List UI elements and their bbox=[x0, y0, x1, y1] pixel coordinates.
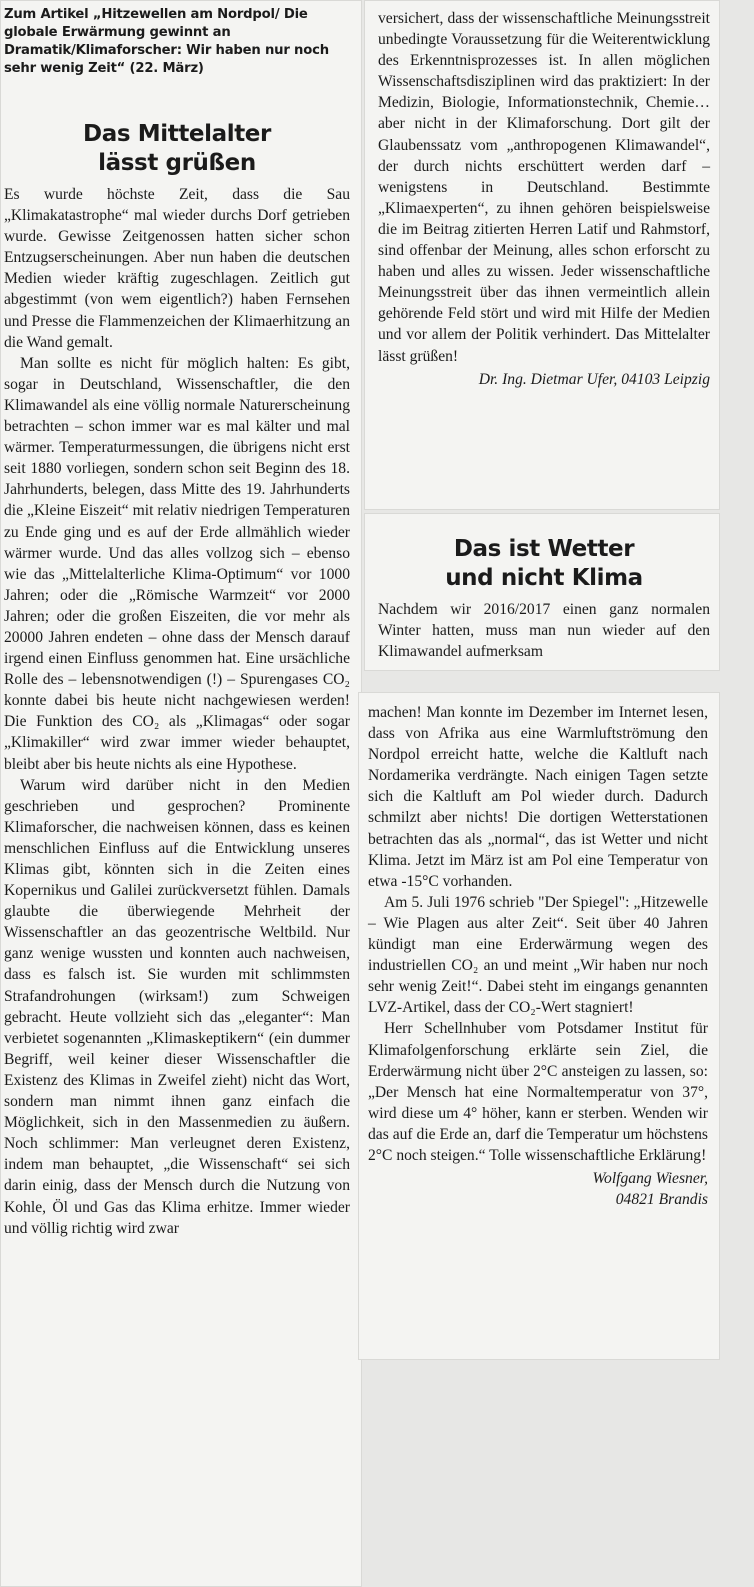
letter-headline-2 bbox=[378, 535, 710, 593]
paragraph: Am 5. Juli 1976 schrieb "Der Spiegel": „Hitzewelle – Wie Plagen aus alter Zeit“. Seit über 40 Jahren kündigt man eine Erderwärmung wegen des industriellen CO₂ an und meint „Wir haben nur noch sehr wenig Zeit!“. Dabei steht im eingangs genannten LVZ-Artikel, dass der CO₂-Wert stagniert! bbox=[368, 893, 708, 1017]
letter-clipping-left bbox=[0, 0, 362, 1587]
letter-clipping-right-middle bbox=[364, 513, 720, 671]
author-signature bbox=[368, 1168, 708, 1210]
headline-line: Das Mittelalter bbox=[83, 121, 271, 147]
paragraph: versichert, dass der wissenschaftliche Meinungsstreit unbedingte Voraussetzung für die Weiterentwicklung des Erkenntnisprozesses ist. In allen möglichen Wissenschaftsdisziplinen wird das praktiziert: In der Medizin, Biologie, Informationstechnik, Chemie… aber nicht in der Klimaforschung. Dort gilt der Glaubenssatz vom „anthropogenen Klimawandel“, der durch nichts erschüttert werden darf – wenigstens in Deutschland. Bestimmte „Klimaexperten“, zu ihnen gehören beispielsweise die im Beitrag zitierten Herren Latif und Rahmstorf, sind offenbar der Meinung, alles schon erforscht zu haben und alles zu wissen. Jeder wissenschaftliche Meinungsstreit über das ihnen vermeintlich allein gehörende Feld stört und wird mit Hilfe der Medien und vor allem der Politik verhindert. Das Mittelalter lässt grüßen! bbox=[378, 10, 710, 365]
author-signature: Dr. Ing. Dietmar Ufer, 04103 Leipzig bbox=[478, 370, 710, 388]
paragraph: Warum wird darüber nicht in den Medien geschrieben und gesprochen? Prominente Klimaforscher, die nachweisen können, dass es keinen menschlichen Einfluss auf die Entwicklung unseres Klimas gibt, könnten sich in die Zeiten eines Kopernikus und Galilei zurückversetzt fühlen. Damals glaubte die überwiegende Mehrheit der Wissenschaftler an das geozentrische Weltbild. Nur ganz wenige wussten und konnten auch nachweisen, dass es falsch ist. Sie wurden mit schlimmsten Strafandrohungen (wirksam!) zum Schweigen gebracht. Heute vollzieht sich das „eleganter“: Man verbietet sogenannten „Klimaskeptikern“ (ein dummer Begriff, weil keiner dieser Wissenschaftler die Existenz des Klimas in Zweifel zieht) nicht das Wort, sondern man nimmt ihnen ganz einfach die Möglichkeit, sich in den Massenmedien zu äußern. Noch schlimmer: Man verleugnet deren Existenz, indem man behauptet, „die Wissenschaft“ sei sich darin einig, dass der Mensch durch die Nutzung von Kohle, Öl und Gas das Klima erhitze. Immer wieder und völlig richtig wird zwar bbox=[4, 776, 350, 1237]
letter-clipping-right-top bbox=[364, 0, 720, 510]
letter-headline-1 bbox=[4, 120, 350, 178]
headline-line: Das ist Wetter bbox=[453, 536, 635, 562]
paragraph: Man sollte es nicht für möglich halten: Es gibt, sogar in Deutschland, Wissenschaftler, die den Klimawandel als eine völlig normale Naturerscheinung betrachten – schon immer war es mal kälter und mal wärmer. Temperaturmessungen, die übrigens nicht erst seit 1880 vorliegen, sondern schon seit Beginn des 18. Jahrhunderts, belegen, dass Mitte des 19. Jahrhunderts die „Kleine Eiszeit“ mit relativ niedrigen Temperaturen zu Ende ging und es auf der Erde allmählich wieder wärmer wurde. Und das alles vollzog sich – ebenso wie das „Mittelalterliche Klima-Optimum“ vor 1000 Jahren; oder die „Römische Warmzeit“ vor 2000 Jahren; oder die großen Eiszeiten, die vor mehr als 20000 Jahren endeten – ohne dass der Mensch darauf irgend einen Einfluss genommen hat. Eine ursächliche Rolle des – lebensnotwendigen (!) – Spurengases CO₂ konnte dabei bis heute nicht nachgewiesen werden! Die Funktion des CO₂ als „Klimagas“ oder sogar „Klimakiller“ wird zwar immer wieder behauptet, bleibt aber bis heute nichts als eine Hypothese. bbox=[4, 354, 350, 773]
signature-place: 04821 Brandis bbox=[615, 1191, 708, 1209]
letter-clipping-right-bottom bbox=[358, 692, 720, 1360]
article-reference: Zum Artikel „Hitzewellen am Nordpol/ Die globale Erwärmung gewinnt an Dramatik/Klimaforscher: Wir haben nur noch sehr wenig Zeit“ (22. März) bbox=[4, 7, 329, 76]
paragraph: Es wurde höchste Zeit, dass die Sau „Klimakatastrophe“ mal wieder durchs Dorf getrieben wurde. Gewisse Zeitgenossen hatten sicher schon Entzugserscheinungen. Aber nun haben die deutschen Medien wieder kräftig zugeschlagen. Zeitlich gut abgestimmt (von wem eigentlich?) haben Fernsehen und Presse die Flammenzeichen der Klimaerhitzung an die Wand gemalt. bbox=[4, 186, 350, 351]
paragraph: Nachdem wir 2016/2017 einen ganz normalen Winter hatten, muss man nun wieder auf den Klimawandel aufmerksam bbox=[378, 601, 710, 661]
paragraph: Herr Schellnhuber vom Potsdamer Institut für Klimafolgenforschung erklärte sein Ziel, die Erderwärmung nicht über 2°C ansteigen zu lassen, so: „Der Mensch hat eine Normaltemperatur von 37°, wird diese um 4° höher, kann er sterben. Wenden wir das auf die Erde an, darf die Temperatur um höchstens 2°C noch steigen.“ Tolle wissenschaftliche Erklärung! bbox=[368, 1020, 708, 1164]
headline-line: und nicht Klima bbox=[445, 565, 643, 591]
paragraph: machen! Man konnte im Dezember im Internet lesen, dass von Afrika aus eine Warmluftströmung den Nordpol erreicht hatte, welche die Kaltluft nach Nordamerika verdrängte. Nach einigen Tagen setzte sich die Kaltluft am Pol wieder durch. Dadurch schmilzt aber nichts! Die dortigen Wetterstationen betrachten das als „normal“, das ist Wetter und nicht Klima. Jetzt im März ist am Pol eine Temperatur von etwa -15°C vorhanden. bbox=[368, 704, 708, 890]
headline-line: lässt grüßen bbox=[98, 150, 256, 176]
signature-name: Wolfgang Wiesner, bbox=[592, 1170, 708, 1188]
